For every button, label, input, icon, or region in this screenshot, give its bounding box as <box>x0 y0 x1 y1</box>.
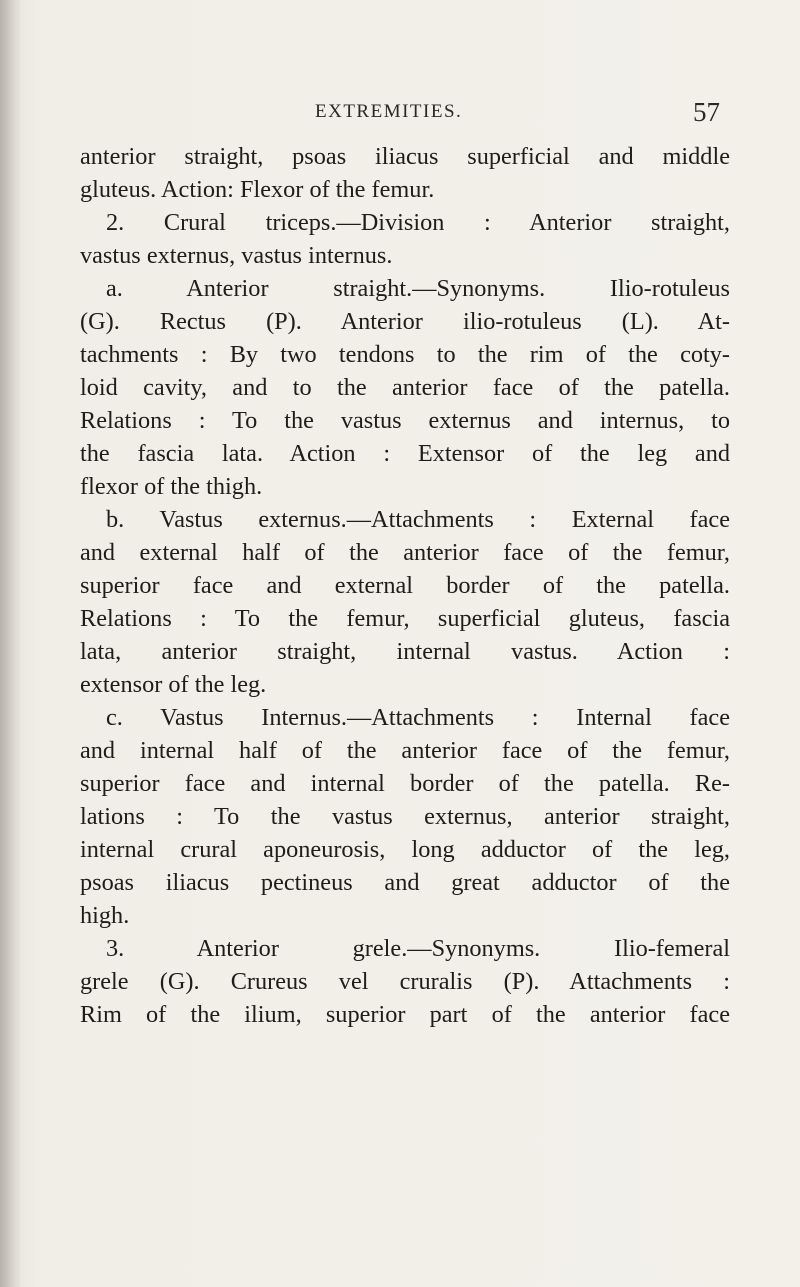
text-line: psoas iliacus pectineus and great adductor of the <box>80 869 730 896</box>
text-line: Rim of the ilium, superior part of the anterior face <box>80 1001 730 1028</box>
text-line: internal crural aponeurosis, long adductor of the leg, <box>80 836 730 863</box>
text-line: anterior straight, psoas iliacus superficial and middle <box>80 143 730 170</box>
text-line: tachments : By two tendons to the rim of the coty- <box>80 341 730 368</box>
text-line: vastus externus, vastus internus. <box>80 242 393 269</box>
text-line: c. Vastus Internus.—Attachments : Internal face <box>106 704 730 731</box>
text-line: high. <box>80 902 130 929</box>
text-line: 3. Anterior grele.—Synonyms. Ilio-femeral <box>106 935 730 962</box>
text-line: extensor of the leg. <box>80 671 267 698</box>
text-line: Relations : To the vastus externus and internus, to <box>80 407 730 434</box>
text-line: flexor of the thigh. <box>80 473 263 500</box>
text-line: 2. Crural triceps.—Division : Anterior straight, <box>106 209 730 236</box>
text-line: grele (G). Crureus vel cruralis (P). Attachments : <box>80 968 730 995</box>
text-line: superior face and external border of the patella. <box>80 572 730 599</box>
text-line: b. Vastus externus.—Attachments : External face <box>106 506 730 533</box>
binding-shadow <box>0 0 22 1287</box>
text-line: loid cavity, and to the anterior face of the patella. <box>80 374 730 401</box>
page-header <box>80 97 720 131</box>
text-line: a. Anterior straight.—Synonyms. Ilio-rotuleus <box>106 275 730 302</box>
text-line: lata, anterior straight, internal vastus. Action : <box>80 638 730 665</box>
text-line: and external half of the anterior face of the femur, <box>80 539 730 566</box>
body-text <box>80 140 730 1031</box>
text-line: and internal half of the anterior face of the femur, <box>80 737 730 764</box>
text-line: superior face and internal border of the patella. Re- <box>80 770 730 797</box>
page-number: 57 <box>693 97 720 127</box>
text-line: (G). Rectus (P). Anterior ilio-rotuleus (L). At- <box>80 308 730 335</box>
text-line: lations : To the vastus externus, anterior straight, <box>80 803 730 830</box>
text-line: Relations : To the femur, superficial gluteus, fascia <box>80 605 730 632</box>
text-line: gluteus. Action: Flexor of the femur. <box>80 176 435 203</box>
running-head: EXTREMITIES. <box>315 101 463 122</box>
text-line: the fascia lata. Action : Extensor of the leg and <box>80 440 730 467</box>
